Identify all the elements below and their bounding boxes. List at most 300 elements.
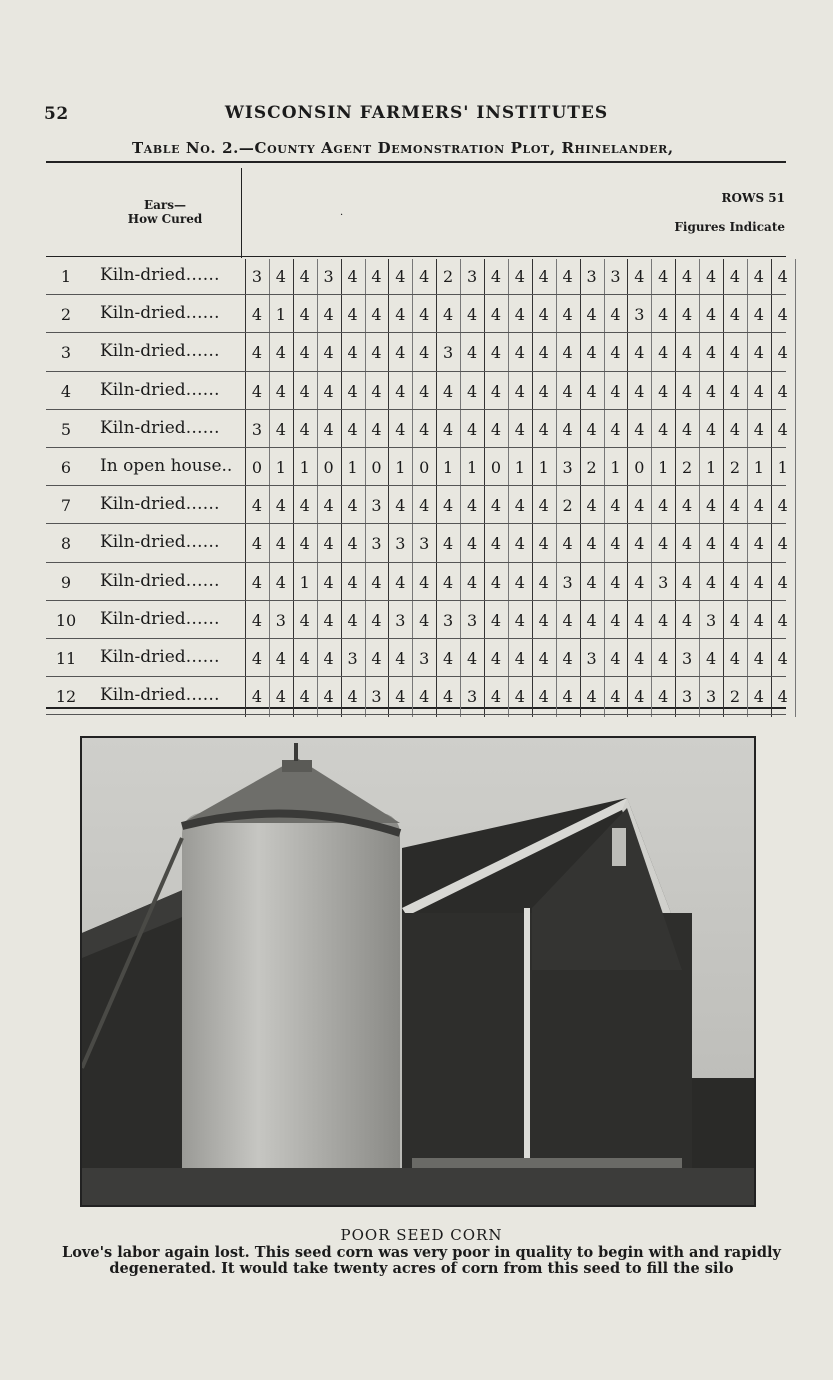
- table-cell: 4: [275, 687, 286, 707]
- table-cell: 4: [466, 381, 478, 401]
- silo-barn-illustration: [82, 738, 754, 1205]
- table-cell: 4: [705, 419, 717, 439]
- table-cell: 4: [466, 534, 478, 554]
- table-cell: 0: [371, 458, 382, 477]
- table-cell: 4: [490, 572, 502, 592]
- table-cell: 1: [777, 458, 788, 477]
- table-cell: 4: [729, 534, 741, 554]
- table-cell: 4: [466, 419, 478, 439]
- table-cell: 4: [299, 343, 310, 363]
- table-cell: 0: [323, 458, 334, 477]
- table-cell: 2: [443, 267, 454, 286]
- table-cell: 4: [777, 687, 788, 707]
- table-cell: 4: [753, 610, 764, 630]
- table-cell: 4: [443, 572, 454, 592]
- table-cell: 4: [610, 419, 621, 439]
- table-cell: 3: [634, 305, 645, 325]
- row-curing-label: Kiln-dried……: [100, 647, 220, 667]
- table-cell: 4: [490, 419, 502, 439]
- table-cell: 4: [658, 305, 669, 325]
- table-cell: 4: [275, 572, 286, 592]
- row-number: 10: [55, 610, 77, 630]
- table-cell: 4: [538, 381, 549, 401]
- table-cell: 4: [610, 381, 621, 401]
- table-cell: 4: [777, 419, 788, 439]
- table-cell: 4: [323, 534, 334, 554]
- table-cell: 4: [251, 343, 263, 363]
- table-cell: 4: [443, 305, 454, 325]
- column-divider: [795, 259, 796, 717]
- table-cell: 4: [682, 610, 693, 630]
- table-cell: 4: [443, 496, 454, 516]
- table-cell: 4: [299, 305, 310, 325]
- table-cell: 3: [395, 534, 406, 554]
- table-cell: 4: [371, 610, 382, 630]
- table-cell: 4: [347, 419, 358, 439]
- table-cell: 4: [777, 610, 788, 630]
- table-cell: 4: [251, 496, 263, 516]
- table-cell: 4: [371, 343, 382, 363]
- row-separator: [46, 714, 786, 715]
- table-cell: 4: [705, 496, 717, 516]
- table-cell: 4: [586, 610, 597, 630]
- table-cell: 4: [729, 572, 741, 592]
- table-cell: 4: [634, 267, 645, 286]
- table-cell: 4: [729, 496, 741, 516]
- table-cell: 3: [610, 267, 621, 286]
- table-cell: 4: [658, 419, 669, 439]
- row-number: 6: [60, 458, 72, 477]
- table-cell: 4: [347, 572, 358, 592]
- table-cell: 4: [753, 419, 764, 439]
- table-cell: 4: [586, 534, 597, 554]
- table-cell: 4: [419, 419, 430, 439]
- table-cell: 3: [705, 687, 717, 707]
- table-cell: 3: [323, 267, 334, 286]
- table-cell: 4: [562, 687, 573, 707]
- table-cell: 4: [347, 343, 358, 363]
- table-cell: 4: [514, 305, 525, 325]
- table-cell: 0: [419, 458, 430, 477]
- table-cell: 4: [514, 610, 525, 630]
- table-cell: 4: [682, 381, 693, 401]
- table-cell: 4: [251, 534, 263, 554]
- table-cell: 4: [514, 534, 525, 554]
- table-cell: 4: [514, 419, 525, 439]
- table-cell: 3: [347, 649, 358, 668]
- table-cell: 4: [562, 267, 573, 286]
- table-cell: 4: [299, 649, 310, 668]
- table-cell: 4: [682, 419, 693, 439]
- table-cell: 3: [371, 534, 382, 554]
- table-cell: 4: [729, 649, 741, 668]
- table-cell: 4: [514, 343, 525, 363]
- table-cell: 4: [395, 267, 406, 286]
- table-cell: 4: [658, 381, 669, 401]
- table-cell: 4: [419, 343, 430, 363]
- table-cell: 4: [275, 381, 286, 401]
- table-cell: 4: [251, 610, 263, 630]
- table-cell: 1: [610, 458, 621, 477]
- table-cell: 4: [251, 381, 263, 401]
- table-cell: 4: [251, 305, 263, 325]
- row-number: 1: [60, 267, 72, 286]
- row-curing-label: Kiln-dried……: [100, 494, 220, 515]
- table-cell: 4: [753, 687, 764, 707]
- table-cell: 4: [323, 649, 334, 668]
- table-cell: 4: [538, 649, 549, 668]
- table-cell: 4: [705, 305, 717, 325]
- table-cell: 4: [419, 572, 430, 592]
- table-cell: 4: [658, 687, 669, 707]
- table-cell: 3: [705, 610, 717, 630]
- table-cell: 4: [371, 572, 382, 592]
- table-cell: 4: [323, 343, 334, 363]
- table-cell: 4: [562, 381, 573, 401]
- table-cell: 4: [610, 534, 621, 554]
- table-cell: 4: [610, 305, 621, 325]
- table-cell: 4: [610, 572, 621, 592]
- table-cell: 4: [419, 687, 430, 707]
- row-number: 12: [55, 687, 77, 707]
- table-cell: 4: [443, 687, 454, 707]
- table-cell: 4: [634, 687, 645, 707]
- table-cell: 4: [538, 343, 549, 363]
- row-separator: [46, 447, 786, 448]
- row-curing-label: Kiln-dried……: [100, 570, 220, 591]
- table-title: Table No. 2.—County Agent Demonstration Plot, Rhinelander,: [132, 139, 674, 157]
- table-cell: 2: [729, 687, 741, 707]
- table-cell: 4: [586, 496, 597, 516]
- table-cell: 4: [299, 534, 310, 554]
- row-curing-label: Kiln-dried……: [100, 417, 220, 438]
- table-cell: 4: [419, 610, 430, 630]
- table-cell: 4: [538, 305, 549, 325]
- ears-header-line1: Ears—: [144, 198, 186, 212]
- table-cell: 4: [466, 496, 478, 516]
- table-cell: 2: [586, 458, 597, 477]
- table-cell: 4: [562, 649, 573, 668]
- table-cell: 4: [371, 267, 382, 286]
- table-cell: 4: [490, 610, 502, 630]
- table-cell: 4: [682, 572, 693, 592]
- caption-body: Love's labor again lost. This seed corn was very poor in quality to begin with and rapidly degenerated. It would take twenty acres of corn from this seed to fill the silo: [62, 1244, 781, 1277]
- table-cell: 4: [323, 381, 334, 401]
- row-separator: [46, 600, 786, 601]
- table-cell: 1: [538, 458, 549, 477]
- row-curing-label: Kiln-dried……: [100, 685, 220, 706]
- row-separator: [46, 409, 786, 410]
- table-cell: 4: [777, 267, 788, 286]
- table-cell: 3: [586, 649, 597, 668]
- row-number: 3: [60, 343, 72, 363]
- table-cell: 4: [490, 649, 502, 668]
- row-curing-label: Kiln-dried……: [100, 265, 220, 285]
- row-number: 5: [60, 419, 72, 439]
- table-cell: 4: [419, 381, 430, 401]
- table-cell: 4: [682, 305, 693, 325]
- table-cell: 1: [466, 458, 478, 477]
- table-cell: 1: [299, 458, 310, 477]
- table-cell: 0: [634, 458, 645, 477]
- table-cell: 4: [347, 305, 358, 325]
- table-cell: 4: [395, 381, 406, 401]
- row-curing-label: Kiln-dried……: [100, 303, 220, 324]
- table-cell: 4: [753, 572, 764, 592]
- table-cell: 1: [514, 458, 525, 477]
- table-cell: 4: [634, 381, 645, 401]
- table-cell: 4: [729, 343, 741, 363]
- table-cell: 4: [777, 381, 788, 401]
- table-cell: 3: [443, 343, 454, 363]
- table-cell: 4: [419, 267, 430, 286]
- table-cell: 4: [275, 534, 286, 554]
- table-cell: 4: [729, 419, 741, 439]
- table-cell: 3: [371, 496, 382, 516]
- table-cell: 4: [610, 687, 621, 707]
- table-cell: 4: [586, 305, 597, 325]
- figures-header: Figures Indicate: [674, 220, 785, 234]
- table-cell: 4: [514, 267, 525, 286]
- table-cell: 2: [562, 496, 573, 516]
- table-cell: 3: [682, 687, 693, 707]
- table-cell: 4: [371, 419, 382, 439]
- table-cell: 4: [682, 534, 693, 554]
- table-cell: 4: [443, 419, 454, 439]
- table-top-rule: [46, 161, 786, 163]
- table-cell: 3: [682, 649, 693, 668]
- table-cell: 4: [562, 534, 573, 554]
- table-cell: 4: [466, 649, 478, 668]
- table-cell: 4: [658, 267, 669, 286]
- table-cell: 4: [777, 305, 788, 325]
- table-cell: 4: [323, 305, 334, 325]
- table-cell: 4: [347, 496, 358, 516]
- table-cell: 4: [299, 496, 310, 516]
- row-separator: [46, 523, 786, 524]
- header-bottom-rule: [46, 256, 786, 257]
- table-cell: 4: [753, 496, 764, 516]
- table-cell: 4: [514, 572, 525, 592]
- table-cell: 4: [443, 534, 454, 554]
- table-cell: 4: [347, 687, 358, 707]
- table-cell: 3: [371, 687, 382, 707]
- table-cell: 4: [610, 610, 621, 630]
- table-cell: 4: [371, 381, 382, 401]
- row-curing-label: Kiln-dried……: [100, 608, 220, 629]
- row-number: 8: [60, 534, 72, 554]
- table-cell: 4: [586, 687, 597, 707]
- table-cell: 4: [395, 305, 406, 325]
- silo-barn-photo: [80, 736, 756, 1207]
- row-separator: [46, 485, 786, 486]
- table-cell: 4: [443, 649, 454, 668]
- stray-dot: ·: [340, 210, 344, 221]
- table-cell: 4: [658, 343, 669, 363]
- table-cell: 4: [538, 267, 549, 286]
- table-cell: 4: [466, 305, 478, 325]
- table-cell: 4: [753, 267, 764, 286]
- table-cell: 3: [466, 687, 478, 707]
- table-cell: 1: [299, 572, 310, 592]
- page-number: 52: [44, 104, 69, 124]
- table-cell: 4: [705, 381, 717, 401]
- table-cell: 4: [729, 267, 741, 286]
- table-cell: 4: [729, 610, 741, 630]
- table-cell: 4: [395, 496, 406, 516]
- table-cell: 4: [466, 343, 478, 363]
- table-cell: 4: [634, 343, 645, 363]
- table-cell: 4: [658, 496, 669, 516]
- table-cell: 4: [777, 343, 788, 363]
- table-cell: 4: [490, 687, 502, 707]
- table-cell: 4: [538, 534, 549, 554]
- table-cell: 4: [634, 572, 645, 592]
- table-cell: 4: [323, 572, 334, 592]
- ears-header-line2: How Cured: [127, 212, 203, 226]
- table-cell: 3: [419, 649, 430, 668]
- table-cell: 4: [658, 649, 669, 668]
- table-cell: 4: [729, 305, 741, 325]
- table-cell: 4: [251, 572, 263, 592]
- table-cell: 4: [777, 496, 788, 516]
- table-cell: 0: [490, 458, 502, 477]
- table-cell: 4: [395, 687, 406, 707]
- table-cell: 1: [275, 458, 286, 477]
- row-number: 4: [60, 381, 72, 401]
- table-cell: 4: [347, 267, 358, 286]
- table-cell: 1: [705, 458, 717, 477]
- table-cell: 4: [251, 687, 263, 707]
- row-separator: [46, 294, 786, 295]
- table-cell: 4: [538, 496, 549, 516]
- table-cell: 4: [514, 649, 525, 668]
- table-cell: 4: [538, 610, 549, 630]
- table-cell: 4: [634, 419, 645, 439]
- table-cell: 1: [275, 305, 286, 325]
- table-cell: 4: [251, 649, 263, 668]
- table-cell: 4: [610, 649, 621, 668]
- table-cell: 4: [705, 343, 717, 363]
- table-cell: 4: [586, 572, 597, 592]
- table-cell: 4: [514, 381, 525, 401]
- table-cell: 4: [634, 534, 645, 554]
- table-cell: 4: [275, 343, 286, 363]
- table-cell: 4: [323, 496, 334, 516]
- table-cell: 4: [753, 649, 764, 668]
- row-separator: [46, 371, 786, 372]
- table-cell: 4: [562, 343, 573, 363]
- table-cell: 4: [705, 649, 717, 668]
- table-cell: 4: [658, 610, 669, 630]
- table-cell: 4: [753, 305, 764, 325]
- table-cell: 4: [395, 649, 406, 668]
- table-cell: 3: [419, 534, 430, 554]
- running-title: WISCONSIN FARMERS' INSTITUTES: [224, 103, 609, 123]
- table-cell: 4: [347, 610, 358, 630]
- table-cell: 3: [395, 610, 406, 630]
- table-cell: 4: [275, 419, 286, 439]
- table-cell: 4: [610, 496, 621, 516]
- table-cell: 4: [490, 496, 502, 516]
- row-curing-label: Kiln-dried……: [100, 532, 220, 553]
- table-cell: 1: [753, 458, 764, 477]
- table-cell: 4: [777, 534, 788, 554]
- table-cell: 2: [682, 458, 693, 477]
- table-cell: 3: [586, 267, 597, 286]
- table-cell: 4: [562, 305, 573, 325]
- table-cell: 4: [490, 534, 502, 554]
- table-cell: 4: [634, 496, 645, 516]
- caption-title: POOR SEED CORN: [340, 1226, 503, 1244]
- table-cell: 1: [347, 458, 358, 477]
- table-cell: 1: [658, 458, 669, 477]
- table-cell: 3: [466, 267, 478, 286]
- row-curing-label: In open house..: [100, 456, 233, 476]
- table-cell: 4: [395, 343, 406, 363]
- table-cell: 4: [371, 649, 382, 668]
- table-cell: 3: [658, 572, 669, 592]
- table-cell: 4: [395, 572, 406, 592]
- table-cell: 4: [586, 343, 597, 363]
- table-cell: 4: [347, 381, 358, 401]
- table-cell: 2: [729, 458, 741, 477]
- table-cell: 4: [490, 305, 502, 325]
- table-cell: 4: [538, 687, 549, 707]
- table-cell: 4: [729, 381, 741, 401]
- table-cell: 4: [610, 343, 621, 363]
- row-number: 2: [60, 305, 72, 325]
- table-cell: 4: [299, 419, 310, 439]
- row-separator: [46, 638, 786, 639]
- table-cell: 4: [275, 267, 286, 286]
- table-cell: 4: [275, 649, 286, 668]
- table-cell: 3: [562, 458, 573, 477]
- table-cell: 3: [562, 572, 573, 592]
- table-cell: 4: [347, 534, 358, 554]
- row-number: 7: [60, 496, 72, 516]
- table-cell: 4: [299, 267, 310, 286]
- table-cell: 4: [777, 649, 788, 668]
- table-cell: 4: [682, 267, 693, 286]
- table-cell: 4: [753, 381, 764, 401]
- table-cell: 4: [682, 496, 693, 516]
- table-cell: 1: [443, 458, 454, 477]
- table-cell: 4: [466, 572, 478, 592]
- table-cell: 4: [395, 419, 406, 439]
- table-cell: 4: [586, 419, 597, 439]
- table-cell: 4: [705, 572, 717, 592]
- table-cell: 4: [658, 534, 669, 554]
- table-cell: 4: [562, 419, 573, 439]
- table-cell: 3: [466, 610, 478, 630]
- table-cell: 4: [323, 610, 334, 630]
- rows-header: ROWS 51: [721, 191, 785, 205]
- row-separator: [46, 332, 786, 333]
- row-curing-label: Kiln-dried……: [100, 379, 220, 400]
- table-cell: 3: [251, 267, 263, 286]
- row-number: 9: [60, 572, 72, 592]
- table-cell: 4: [538, 572, 549, 592]
- table-cell: 4: [323, 419, 334, 439]
- table-cell: 1: [395, 458, 406, 477]
- table-cell: 4: [275, 496, 286, 516]
- table-cell: 4: [705, 267, 717, 286]
- row-separator: [46, 676, 786, 677]
- table-cell: 4: [419, 496, 430, 516]
- table-cell: 4: [299, 687, 310, 707]
- table-cell: 4: [443, 381, 454, 401]
